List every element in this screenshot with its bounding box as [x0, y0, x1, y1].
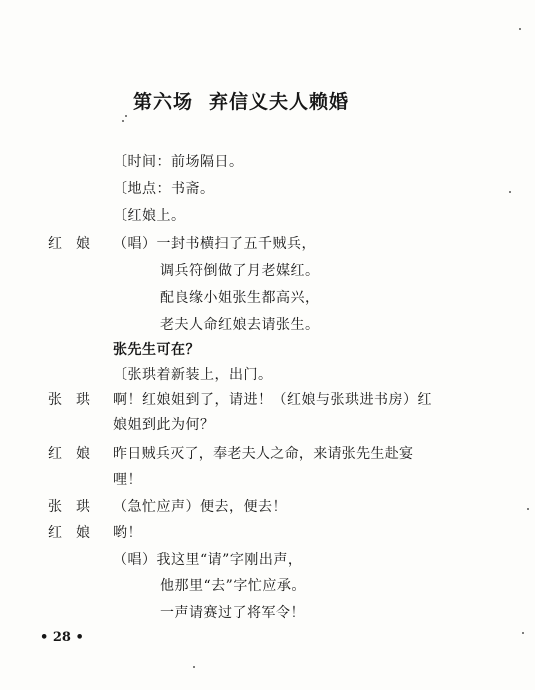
dialogue-continuation: 娘姐到此为何？ — [113, 417, 215, 433]
print-speck — [522, 632, 524, 634]
sung-verse-line: （唱）我这里“请”字刚出声， — [113, 552, 303, 568]
sung-verse-line: 他那里“去”字忙应承。 — [160, 578, 306, 594]
spoken-line: 张先生可在？ — [113, 342, 200, 358]
speaker-label: 红娘 — [48, 236, 104, 252]
print-speck — [509, 191, 511, 193]
stage-direction-place: 〔地点：书斋。 — [113, 181, 215, 197]
sung-verse-line: 调兵符倒做了月老媒红。 — [160, 263, 320, 279]
sung-verse-line: 配良缘小姐张生都高兴， — [160, 290, 320, 306]
stage-direction-time: 〔时间：前场隔日。 — [113, 154, 244, 170]
dialogue-line: 啊！红娘姐到了，请进！（红娘与张珙进书房）红 — [113, 392, 432, 408]
print-speck — [125, 115, 127, 117]
stage-direction-enter: 〔红娘上。 — [113, 208, 186, 224]
page-number: • 28 • — [40, 630, 84, 645]
dialogue-line: 昨日贼兵灭了，奉老夫人之命，来请张先生赴宴 — [113, 446, 414, 462]
sung-verse-line: 一声请赛过了将军令！ — [160, 605, 305, 621]
print-speck — [519, 28, 521, 30]
print-speck — [527, 508, 529, 510]
dialogue-line: 哟！ — [113, 525, 142, 541]
dialogue-continuation: 哩！ — [113, 472, 142, 488]
scene-number: 第六场 — [133, 91, 194, 113]
speaker-label: 红娘 — [48, 446, 104, 462]
dialogue-line: （唱）一封书横扫了五千贼兵， — [113, 236, 316, 252]
dialogue-line: （急忙应声）便去，便去！ — [113, 499, 287, 515]
sung-verse-line: 老夫人命红娘去请张生。 — [160, 317, 320, 333]
scene-title — [133, 87, 349, 114]
speaker-label: 张珙 — [48, 499, 104, 515]
speaker-label: 张珙 — [48, 392, 104, 408]
stage-direction-zhang: 〔张珙着新装上，出门。 — [113, 367, 273, 383]
print-speck — [122, 120, 124, 122]
print-speck — [193, 666, 195, 668]
speaker-label: 红娘 — [48, 525, 104, 541]
scene-name: 弃信义夫人赖婚 — [209, 91, 350, 113]
